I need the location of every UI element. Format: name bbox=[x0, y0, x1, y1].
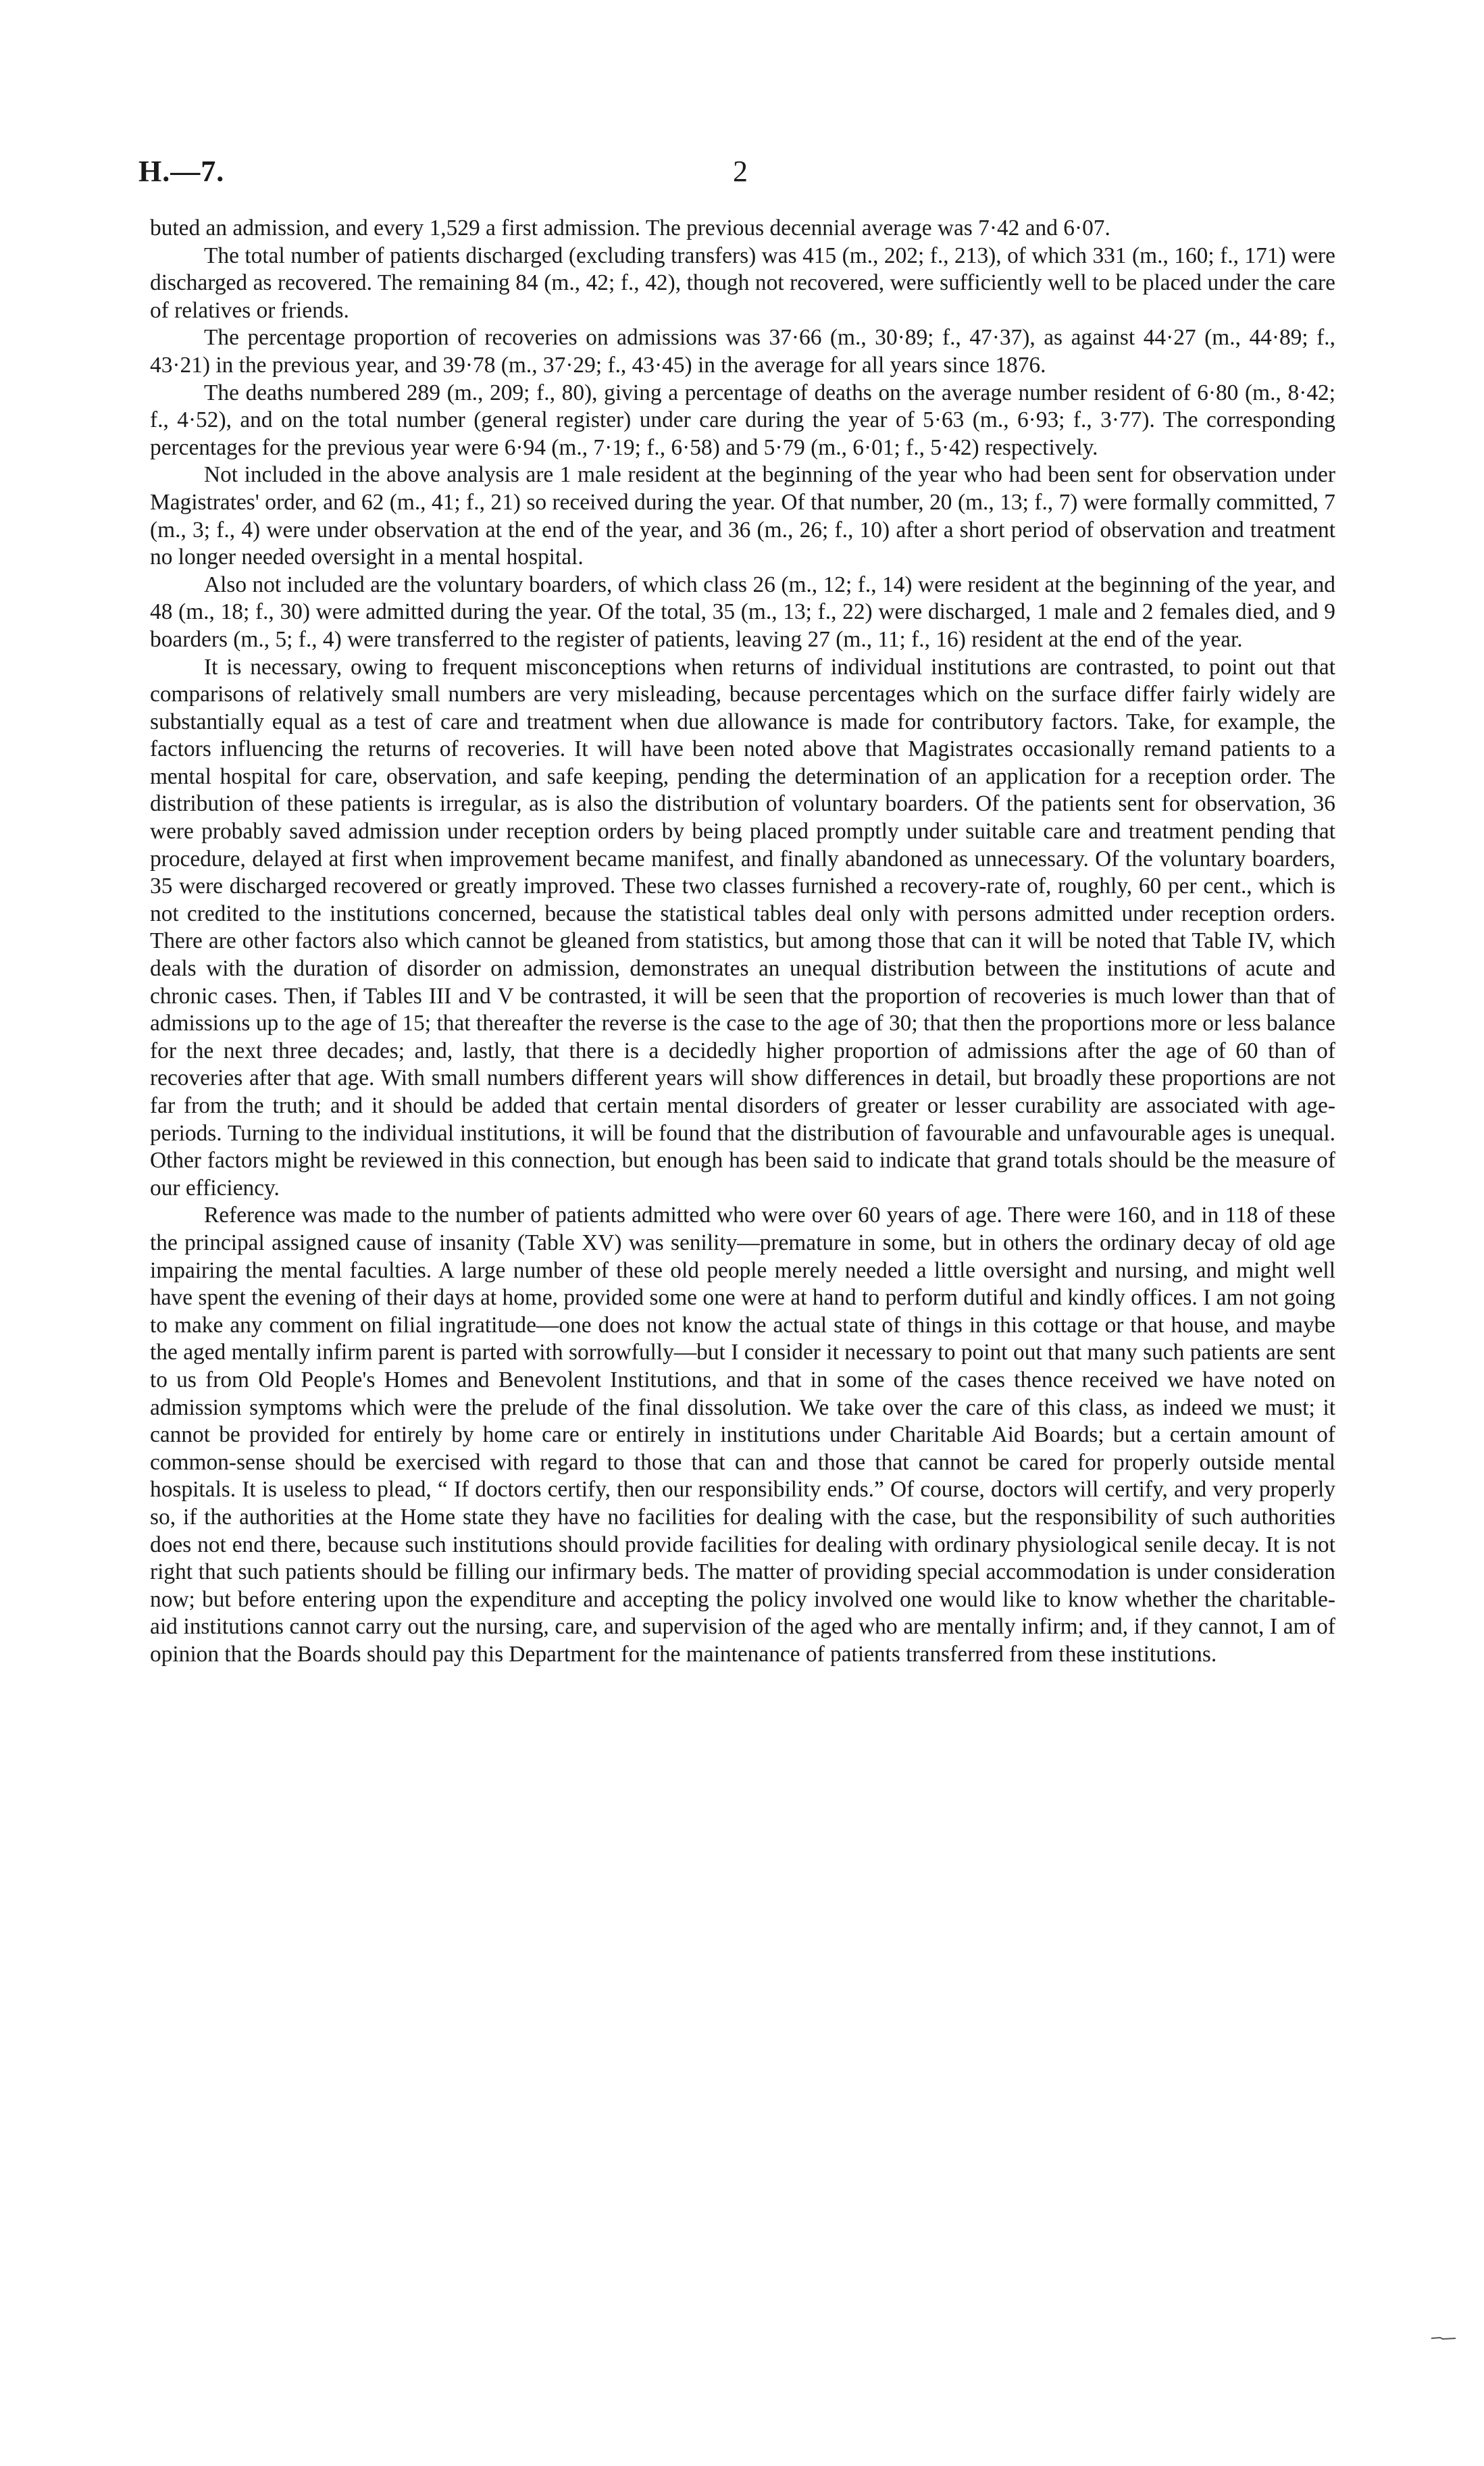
paragraph-voluntary-boarders: Also not included are the voluntary boarders, of which class 26 (m., 12; f., 14) were resident at the beginning of the year, and 48 (m., 18; f., 30) were admitted during the year. Of the total, 35 (m., 13; f., 22) were discharged, 1 male and 2 females died, and 9 boarders (m., 5; f., 4) were transferred to the register of patients, leaving 27 (m., 11; f., 16) resident at the end of the year. bbox=[150, 572, 1335, 652]
paragraph-continuation: buted an admission, and every 1,529 a first admission. The previous decennial average was 7·42 and 6·07. bbox=[150, 216, 1110, 241]
body-text bbox=[150, 215, 1335, 1668]
paragraph-comparisons: It is necessary, owing to frequent misconceptions when returns of individual institutions are contrasted, to point out that comparisons of relatively small numbers are very misleading, because percentages which on the surface differ fairly widely are substantially equal as a test of care and treatment when due allowance is made for contributory factors. Take, for example, the factors influencing the returns of recoveries. It will have been noted above that Magistrates occasionally remand patients to a mental hospital for care, observation, and safe keeping, pending the determination of an application for a reception order. The distribution of these patients is irregular, as is also the distribution of voluntary boarders. Of the patients sent for observation, 36 were probably saved admission under reception orders by being placed promptly under suitable care and treatment pending that procedure, delayed at first when improvement became manifest, and finally abandoned as unnecessary. Of the voluntary boarders, 35 were discharged recovered or greatly improved. These two classes furnished a recovery-rate of, roughly, 60 per cent., which is not credited to the institutions concerned, because the statistical tables deal only with persons admitted under reception orders. There are other factors also which cannot be gleaned from statistics, but among those that can it will be noted that Table IV, which deals with the duration of disorder on admission, demonstrates an unequal distribution between the institutions of acute and chronic cases. Then, if Tables III and V be contrasted, it will be seen that the proportion of recoveries is much lower than that of admissions up to the age of 15; that thereafter the reverse is the case to the age of 30; that then the proportions more or less balance for the next three decades; and, lastly, that there is a decidedly higher proportion of admissions after the age of 60 than of recoveries after that age. With small numbers different years will show differences in detail, but broadly these proportions are not far from the truth; and it should be added that certain mental disorders of greater or lesser curability are associated with age-periods. Turning to the individual institutions, it will be found that the distribution of favourable and unfavourable ages is unequal. Other factors might be reviewed in this connection, but enough has been said to indicate that grand totals should be the measure of our efficiency. bbox=[150, 654, 1335, 1201]
page-header bbox=[138, 154, 1348, 195]
paragraph-deaths: The deaths numbered 289 (m., 209; f., 80), giving a percentage of deaths on the average number resident of 6·80 (m., 8·42; f., 4·52), and on the total number (general register) under care during the year of 5·63 (m., 6·93; f., 3·77). The corresponding percentages for the previous year were 6·94 (m., 7·19; f., 6·58) and 5·79 (m., 6·01; f., 5·42) respectively. bbox=[150, 380, 1335, 460]
paragraph-aged-patients: Reference was made to the number of patients admitted who were over 60 years of age. There were 160, and in 118 of these the principal assigned cause of insanity (Table XV) was senility—premature in some, but in others the ordinary decay of old age impairing the mental faculties. A large number of these old people merely needed a little oversight and nursing, and might well have spent the evening of their days at home, provided some one were at hand to perform dutiful and kindly offices. I am not going to make any comment on filial ingratitude—one does not know the actual state of things in this cottage or that house, and maybe the aged mentally infirm parent is parted with sorrowfully—but I consider it necessary to point out that many such patients are sent to us from Old People's Homes and Benevolent Institutions, and that in some of the cases thence received we have noted on admission symptoms which were the prelude of the final dissolution. We take over the care of this class, as indeed we must; it cannot be provided for entirely by home care or entirely in institutions under Charitable Aid Boards; but a certain amount of common-sense should be exercised with regard to those that can and those that cannot be cared for properly outside mental hospitals. It is useless to plead, “ If doctors certify, then our responsibility ends.” Of course, doctors will certify, and very properly so, if the authorities at the Home state they have no facilities for dealing with the case, but the responsibility of such authorities does not end there, because such institutions should provide facilities for dealing with ordinary physiological senile decay. It is not right that such patients should be filling our infirmary beds. The matter of providing special accommodation is under consideration now; but before entering upon the expenditure and accepting the policy involved one would like to know whether the charitable-aid institutions cannot carry out the nursing, care, and supervision of the aged who are mentally infirm; and, if they cannot, I am of opinion that the Boards should pay this Department for the maintenance of patients transferred from these institutions. bbox=[150, 1203, 1335, 1667]
report-reference: H.—7. bbox=[138, 155, 225, 188]
paragraph-observation: Not included in the above analysis are 1 male resident at the beginning of the year who had been sent for observation under Magistrates' order, and 62 (m., 41; f., 21) so received during the year. Of that number, 20 (m., 13; f., 7) were formally committed, 7 (m., 3; f., 4) were under observation at the end of the year, and 36 (m., 26; f., 10) after a short period of observation and treatment no longer needed oversight in a mental hospital. bbox=[150, 462, 1335, 570]
page-number: 2 bbox=[733, 155, 748, 188]
paragraph-recoveries: The percentage proportion of recoveries on admissions was 37·66 (m., 30·89; f., 47·37), as against 44·27 (m., 44·89; f., 43·21) in the previous year, and 39·78 (m., 37·29; f., 43·45) in the average for all years since 1876. bbox=[150, 325, 1335, 378]
margin-mark bbox=[1431, 2336, 1456, 2340]
paragraph-discharges: The total number of patients discharged (excluding transfers) was 415 (m., 202; f., 213), of which 331 (m., 160; f., 171) were discharged as recovered. The remaining 84 (m., 42; f., 42), though not recovered, were sufficiently well to be placed under the care of relatives or friends. bbox=[150, 243, 1335, 323]
